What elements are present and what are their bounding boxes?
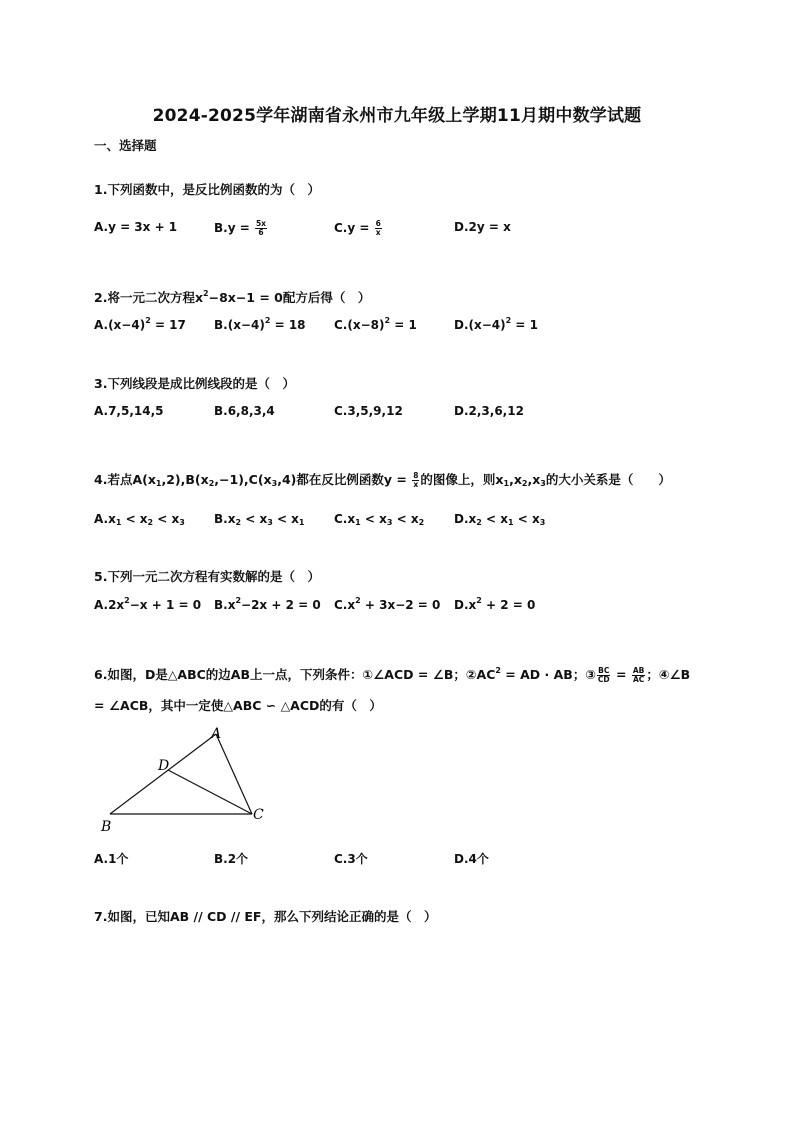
fraction: $\frac{5x}{6}$ [255, 219, 266, 237]
triangle-figure [98, 722, 278, 841]
label-c: C [253, 807, 264, 823]
question-4-stem: 4.若点$A(x_1,2),B(x_2,-1),C(x_3,4)$都在反比例函数y = $\frac{8}{x}$ 的图像上，则$x_1,x_2,x_3$的大小关系是（ ） [94, 471, 671, 489]
q4-option-a: $A.x_1 < x_2 < x_3$ [94, 512, 185, 527]
question-2-options [94, 318, 714, 338]
question-6-stem-line-2: = ∠ACB，其中一定使△ABC ∽ △ACD的有（ ） [94, 698, 382, 713]
q6-option-b: B.2个 [214, 852, 249, 866]
segment-dc [168, 770, 252, 814]
q6-option-d: D.4个 [454, 852, 489, 866]
question-2-stem: 2.将一元二次方程$x^2-8x-1 = 0$配方后得（ ） [94, 289, 371, 305]
fraction: $\frac{AB}{AC}$ [632, 666, 645, 684]
q3-option-c: C.3,5,9,12 [334, 404, 403, 418]
question-5-stem: 5.下列一元二次方程有实数解的是（ ） [94, 569, 320, 584]
q3-option-d: D.2,3,6,12 [454, 404, 524, 418]
question-3-options [94, 404, 714, 424]
segment-ac [216, 734, 252, 814]
question-4-options [94, 512, 714, 532]
fraction: $\frac{8}{x}$ [413, 471, 419, 489]
q6-option-a: A.1个 [94, 852, 129, 866]
page-title: 2024-2025学年湖南省永州市九年级上学期11月期中数学试题 [152, 106, 642, 126]
q2-option-d: $D.(x-4)^2 = 1$ [454, 316, 538, 332]
q4-option-c: $C.x_1 < x_3 < x_2$ [334, 512, 425, 527]
q1-option-b: B.y = $\frac{5x}{6}$ [214, 219, 266, 237]
q5-option-b: $B.x^2-2x + 2 = 0$ [214, 596, 321, 612]
q3-option-a: A.7,5,14,5 [94, 404, 164, 418]
q5-option-d: $D.x^2 + 2 = 0$ [454, 596, 536, 612]
q4-option-b: $B.x_2 < x_3 < x_1$ [214, 512, 305, 527]
question-6-stem-line-1: 6.如图，D是△ABC的边AB上一点，下列条件：①∠ACD = ∠B；$②AC^2$ = AD · AB；③ $\frac{BC}{CD}$ = $\frac{AB}{AC}$ ；④∠B [94, 666, 691, 684]
q5-option-a: $A.2x^2-x + 1 = 0$ [94, 596, 202, 612]
segment-ba [110, 734, 216, 814]
q1-option-c: C.y = $\frac{6}{x}$ [334, 219, 381, 237]
fraction: $\frac{6}{x}$ [375, 219, 381, 237]
q2-option-b: $B.(x-4)^2 = 18$ [214, 316, 306, 332]
question-1-options [94, 220, 714, 240]
question-6-options [94, 850, 714, 870]
q1-option-a: A.y = 3x + 1 [94, 220, 178, 234]
section-heading: 一、选择题 [94, 138, 157, 153]
question-5-options [94, 598, 714, 618]
label-a: A [211, 726, 222, 742]
q6-option-c: C.3个 [334, 852, 368, 866]
triangle-abc-diagram [98, 722, 278, 837]
question-7-stem: 7.如图，已知AB // CD // EF，那么下列结论正确的是（ ） [94, 909, 437, 924]
label-d: D [158, 758, 170, 774]
question-1-stem: 1.下列函数中，是反比例函数的为（ ） [94, 182, 320, 197]
label-b: B [101, 819, 112, 835]
q1-option-d: D.2y = x [454, 220, 511, 234]
q5-option-c: $C.x^2 + 3x-2 = 0$ [334, 596, 441, 612]
q3-option-b: B.6,8,3,4 [214, 404, 275, 418]
q4-option-d: $D.x_2 < x_1 < x_3$ [454, 512, 546, 527]
fraction: $\frac{BC}{CD}$ [597, 666, 610, 684]
q2-option-a: $A.(x-4)^2 = 17$ [94, 316, 186, 332]
question-3-stem: 3.下列线段是成比例线段的是（ ） [94, 376, 295, 391]
q2-option-c: $C.(x-8)^2 = 1$ [334, 316, 417, 332]
